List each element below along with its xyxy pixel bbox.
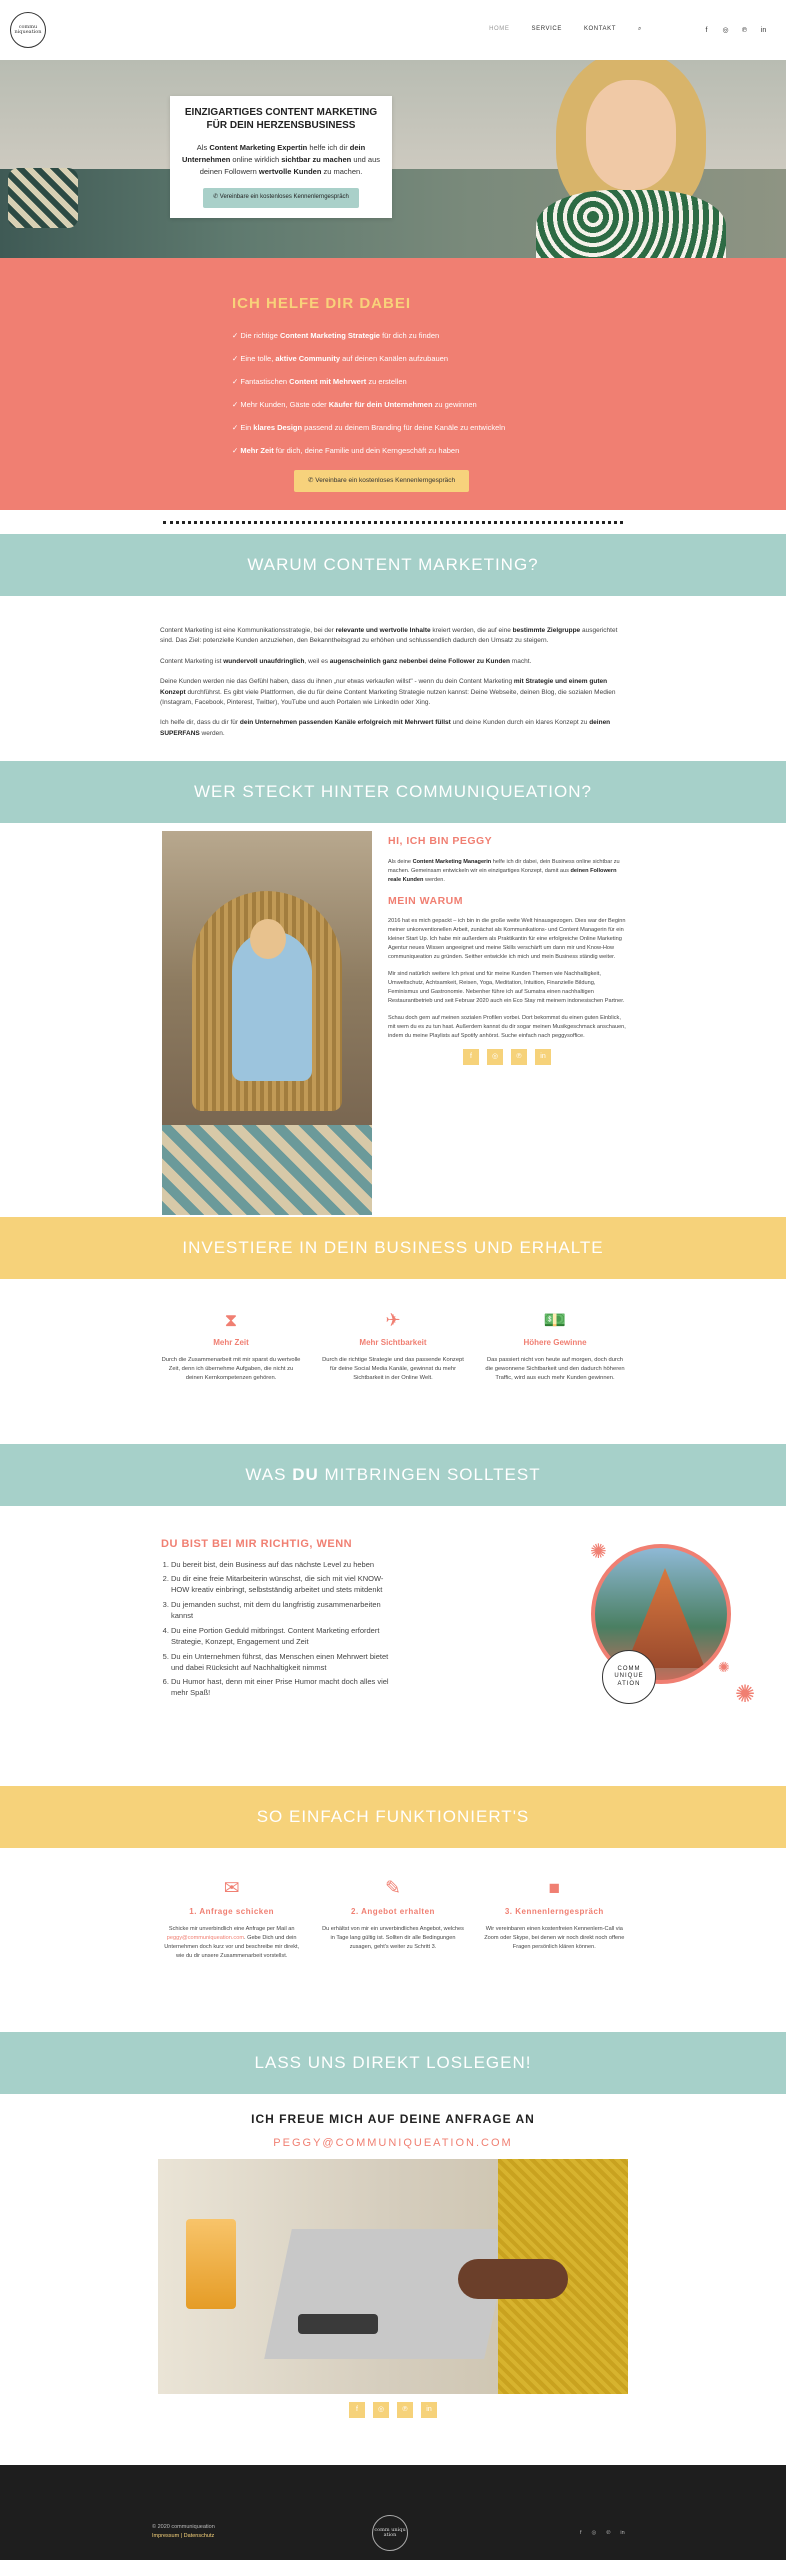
star-icon: ✺: [735, 1681, 756, 1708]
feature-title: Höhere Gewinne: [523, 1338, 587, 1347]
hero-card: [170, 96, 392, 218]
feature-title: Mehr Sichtbarkeit: [359, 1338, 427, 1347]
step-title: 2. Angebot erhalten: [351, 1907, 435, 1916]
about-hi-heading: HI, ICH BIN PEGGY: [388, 835, 493, 847]
star-icon: ✺: [590, 1541, 607, 1563]
step-card: [321, 1876, 464, 2032]
contact-band: [0, 2032, 786, 2094]
feature-text: Durch die Zusammenarbeit mit mir sparst du wertvolle Zeit, denn ich übernehme Aufgaben, die nicht zu deinen Kernkompetenzen gehören.: [161, 1356, 301, 1382]
list-item: 2. Du dir eine freie Mitarbeiterin wünschst, die sich mit viel KNOW-HOW kreativ einbringt, selbstständig arbeitet und stets mitdenkt: [171, 1574, 391, 1596]
help-item: ✓ Ein klares Design passend zu deinem Branding für deine Kanäle zu entwickeln: [232, 423, 506, 432]
about-paragraph: Mir sind natürlich weitere Ich privat und für meine Kunden Themen wie Nachhaltigkeit, Umweltschutz, Achtsamkeit, Reisen, Yoga, Meditation, Intuition, Finanzielle Bildung, Feminismus und Gastronomie. Nebenher führe ich auf Sumatra einen nachhaltigen Restaurantbetrieb und seit Februar 2020 auch ein Eco Stay mit meinem indonesischen Partner.: [388, 971, 625, 1004]
footer-legal-links[interactable]: Impressum | Datenschutz: [152, 2533, 215, 2540]
email-link[interactable]: peggy@communiqueation.com: [166, 1934, 244, 1941]
feature-card: [160, 1307, 302, 1384]
instagram-icon[interactable]: ◎: [373, 2402, 389, 2418]
inbox-icon: ✉: [223, 1878, 240, 1899]
facebook-icon[interactable]: f: [580, 2530, 582, 2536]
hero-title: EINZIGARTIGES CONTENT MARKETING FÜR DEIN HERZENSBUSINESS: [184, 107, 378, 131]
footer-social: [580, 2529, 625, 2538]
list-item: 1. Du bereit bist, dein Business auf das nächste Level zu heben: [171, 1560, 391, 1571]
edit-icon: ✎: [385, 1878, 401, 1899]
paper-plane-icon: ✈: [385, 1310, 401, 1330]
linkedin-icon[interactable]: in: [620, 2530, 625, 2536]
star-icon: ✺: [718, 1659, 730, 1675]
hero-cta-button[interactable]: ✆ Vereinbare ein kostenloses Kennenlerngespräch: [203, 188, 359, 208]
linkedin-icon[interactable]: in: [760, 26, 767, 34]
about-paragraph: 2016 hat es mich gepackt – ich bin in die große weite Welt hinausgezogen. Dies war der Beginn meiner unkonventionellen Arbeit, zunächst als Kommunikations- und Content Managerin für ein kleiner Start Up. Ich habe mir außerdem als Praktikantin für eine erfolgreiche Online Marketing Agentur neues Wissen angeeignet und meine Skills verschärft um dann mir und Know-How communiqueation zu gründen. Seither entwickle ich mich und mein Business ständig weiter.: [388, 918, 626, 961]
help-item: ✓ Mehr Zeit für dich, deine Familie und dein Kerngeschäft zu haben: [232, 446, 460, 455]
warum-band: [0, 534, 786, 596]
warum-title: WARUM CONTENT MARKETING?: [247, 555, 539, 575]
phone-icon: ✆: [213, 194, 220, 200]
pinterest-icon[interactable]: ℗: [511, 1049, 527, 1065]
mitbringen-list: [161, 1560, 391, 1700]
contact-social: [0, 2402, 786, 2418]
main-nav: [489, 25, 642, 35]
help-item: ✓ Eine tolle, aktive Community auf deinen Kanälen aufzubauen: [232, 354, 449, 363]
help-list: [232, 330, 786, 457]
step-text: Wir vereinbaren einen kostenfreien Kennenlern-Call via Zoom oder Skype, bei denen wir noch direkt noch offene Fragen persönlich klären können.: [484, 1925, 625, 1950]
dotted-divider: [0, 510, 786, 534]
mitbringen-band: [0, 1444, 786, 1506]
hero-cushion: [8, 168, 78, 228]
warum-paragraph: Content Marketing ist eine Kommunikationsstrategie, bei der relevante und wertvolle Inhalte kreiert werden, die auf eine bestimmte Zielgruppe ausgerichtet sind. Das Ziel: potenzielle Kunden anzuziehen, den Bekanntheitsgrad zu erhöhen und schlussendlich dadurch den Umsatz zu steigern.: [160, 627, 618, 645]
contact-heading: ICH FREUE MICH AUF DEINE ANFRAGE AN: [251, 2112, 535, 2126]
laptop-photo: [158, 2159, 628, 2394]
step-text: Schicke mir unverbindlich eine Anfrage per Mail an peggy@communiqueation.com. Gebe Dich und dein Unternehmen doch kurz vor und beschreibe mir direkt, wie du dir unsere Zusammenarbeit vorstellst.: [164, 1925, 300, 1959]
facebook-icon[interactable]: f: [349, 2402, 365, 2418]
feature-card: [322, 1307, 464, 1384]
pinterest-icon[interactable]: ℗: [741, 26, 748, 34]
pinterest-icon[interactable]: ℗: [606, 2530, 611, 2536]
feature-text: Das passiert nicht von heute auf morgen, doch durch die gewonnene Sichtbarkeit und den dadurch höheren Traffic, wird aus euch mehr Kunden gewinnen.: [485, 1356, 625, 1382]
instagram-icon[interactable]: ◎: [487, 1049, 503, 1065]
about-social: [388, 1049, 626, 1065]
footer-logo[interactable]: comm uniqu ation: [372, 2515, 408, 2551]
invest-features: [0, 1279, 786, 1444]
linkedin-icon[interactable]: in: [535, 1049, 551, 1065]
instagram-icon[interactable]: ◎: [591, 2530, 597, 2536]
video-icon: ■: [548, 1878, 561, 1899]
communiqueation-stamp: COMM UNIQUE ATION: [602, 1650, 656, 1704]
mitbringen-title: WAS DU MITBRINGEN SOLLTEST: [245, 1465, 541, 1485]
contact-section: [0, 2094, 786, 2470]
facebook-icon[interactable]: f: [705, 26, 708, 34]
phone-icon: ✆: [308, 477, 316, 484]
pinterest-icon[interactable]: ℗: [397, 2402, 413, 2418]
search-icon[interactable]: ⌕: [638, 26, 642, 33]
warum-paragraph: Content Marketing ist wundervoll unaufdringlich, weil es augenscheinlich ganz nebenbei deine Follower zu Kunden macht.: [160, 657, 532, 665]
facebook-icon[interactable]: f: [463, 1049, 479, 1065]
nav-kontakt[interactable]: KONTAKT: [583, 26, 617, 33]
about-band: [0, 761, 786, 823]
list-item: 4. Du eine Portion Geduld mitbringst. Content Marketing erfordert Strategie, Konzept, Engagement und Zeit: [171, 1626, 391, 1648]
footer-copyright: [152, 2523, 215, 2542]
about-intro: Als deine Content Marketing Managerin helfe ich dir dabei, dein Business online sichtbar zu machen. Gemeinsam entwickeln wir ein einzigartiges Konzept, damit aus deinen Followern reale Kunden werden.: [388, 858, 620, 883]
list-item: 3. Du jemanden suchst, mit dem du langfristig zusammenarbeiten kannst: [171, 1600, 391, 1622]
peggy-photo: [162, 831, 372, 1215]
hero-text: Als Content Marketing Expertin helfe ich dir dein Unternehmen online wirklich sichtbar zu machen und aus deinen Followern wertvolle Kunden zu machen.: [182, 143, 381, 176]
help-cta-button[interactable]: ✆ Vereinbare ein kostenloses Kennenlerngespräch: [294, 470, 469, 492]
site-header: [0, 0, 786, 60]
invest-band: [0, 1217, 786, 1279]
list-item: 6. Du Humor hast, denn mit einer Prise Humor macht doch alles viel mehr Spaß!: [171, 1677, 391, 1699]
step-card: [160, 1876, 303, 2032]
site-footer: [0, 2465, 786, 2560]
feature-text: Durch die richtige Strategie und das passende Konzept für deine Social Media Kanäle, gewinnst du mehr Sichtbarkeit in der Online Welt.: [322, 1356, 464, 1382]
site-logo[interactable]: commu niqueation: [10, 12, 46, 48]
steps-band: [0, 1786, 786, 1848]
warum-paragraph: Ich helfe dir, dass du dir für dein Unternehmen passenden Kanäle erfolgreich mit Mehrwert füllst und deine Kunden durch ein klares Konzept zu deinen SUPERFANS werden.: [160, 719, 611, 737]
nav-home[interactable]: HOME: [489, 26, 510, 33]
mein-warum-heading: MEIN WARUM: [388, 894, 463, 907]
about-title: WER STECKT HINTER COMMUNIQUEATION?: [194, 782, 592, 802]
steps-title: SO EINFACH FUNKTIONIERT'S: [256, 1807, 530, 1827]
feature-title: Mehr Zeit: [213, 1338, 249, 1347]
help-item: ✓ Fantastischen Content mit Mehrwert zu erstellen: [232, 377, 407, 386]
feature-card: [484, 1307, 626, 1384]
about-section: [0, 823, 786, 1207]
step-text: Du erhältst von mir ein unverbindliches Angebot, welches in Tage lang gültig ist. Sollten dir alle Bedingungen zusagen, geht's weiter zu Schritt 3.: [322, 1925, 464, 1950]
help-item: ✓ Mehr Kunden, Gäste oder Käufer für dein Unternehmen zu gewinnen: [232, 400, 477, 409]
warum-paragraph: Deine Kunden werden nie das Gefühl haben, dass du ihnen „nur etwas verkaufen willst" - wenn du dein Content Marketing mit Strategie und einem guten Konzept durchführst. Es gibt viele Plattformen, die du für deine Content Marketing Strategie nutzen kannst: Deine Webseite, deinen Blog, die sozialen Medien (Instagram, Facebook, Pinterest, Twitter), YouTube und auch Portalen wie LinkedIn oder Xing.: [160, 678, 616, 706]
header-social: [702, 26, 768, 35]
list-item: 5. Du ein Unternehmen führst, das Menschen einen Mehrwert bietet und dabei Rücksicht auf Nachhaltigkeit nimmst: [171, 1652, 391, 1674]
about-paragraph: Schau doch gern auf meinen sozialen Profilen vorbei. Dort bekommst du einen guten Einblick, mit wem du es zu tun hast. Außerdem kannst du dir sogar meinen Musikgeschmack anschauen, indem du meine Playlists auf Spotify anhörst. Suche einfach nach peggysoffice.: [388, 1014, 626, 1039]
contact-title: LASS UNS DIREKT LOSLEGEN!: [254, 2053, 532, 2073]
invest-title: INVESTIERE IN DEIN BUSINESS UND ERHALTE: [182, 1238, 604, 1258]
steps-section: [0, 1848, 786, 2032]
money-icon: 💵: [543, 1310, 567, 1330]
hourglass-icon: ⧗: [224, 1310, 238, 1330]
step-title: 3. Kennenlerngespräch: [504, 1907, 604, 1916]
about-text: [388, 831, 626, 1207]
help-section: [0, 258, 786, 510]
copyright-text: © 2020 communiqueation: [152, 2524, 215, 2530]
hero-photo: [526, 60, 726, 258]
mitbringen-section: [0, 1506, 786, 1786]
nav-service[interactable]: SERVICE: [531, 26, 562, 33]
step-title: 1. Anfrage schicken: [189, 1907, 275, 1916]
help-item: ✓ Die richtige Content Marketing Strategie für dich zu finden: [232, 331, 440, 340]
help-title: ICH HELFE DIR DABEI: [232, 295, 412, 312]
warum-text: [0, 596, 786, 761]
step-card: [483, 1876, 626, 2032]
mitbringen-subtitle: DU BIST BEI MIR RICHTIG, WENN: [161, 1538, 353, 1550]
contact-email-link[interactable]: PEGGY@COMMUNIQUEATION.COM: [273, 2137, 513, 2150]
instagram-icon[interactable]: ◎: [722, 26, 729, 34]
hero-section: [0, 60, 786, 258]
linkedin-icon[interactable]: in: [421, 2402, 437, 2418]
